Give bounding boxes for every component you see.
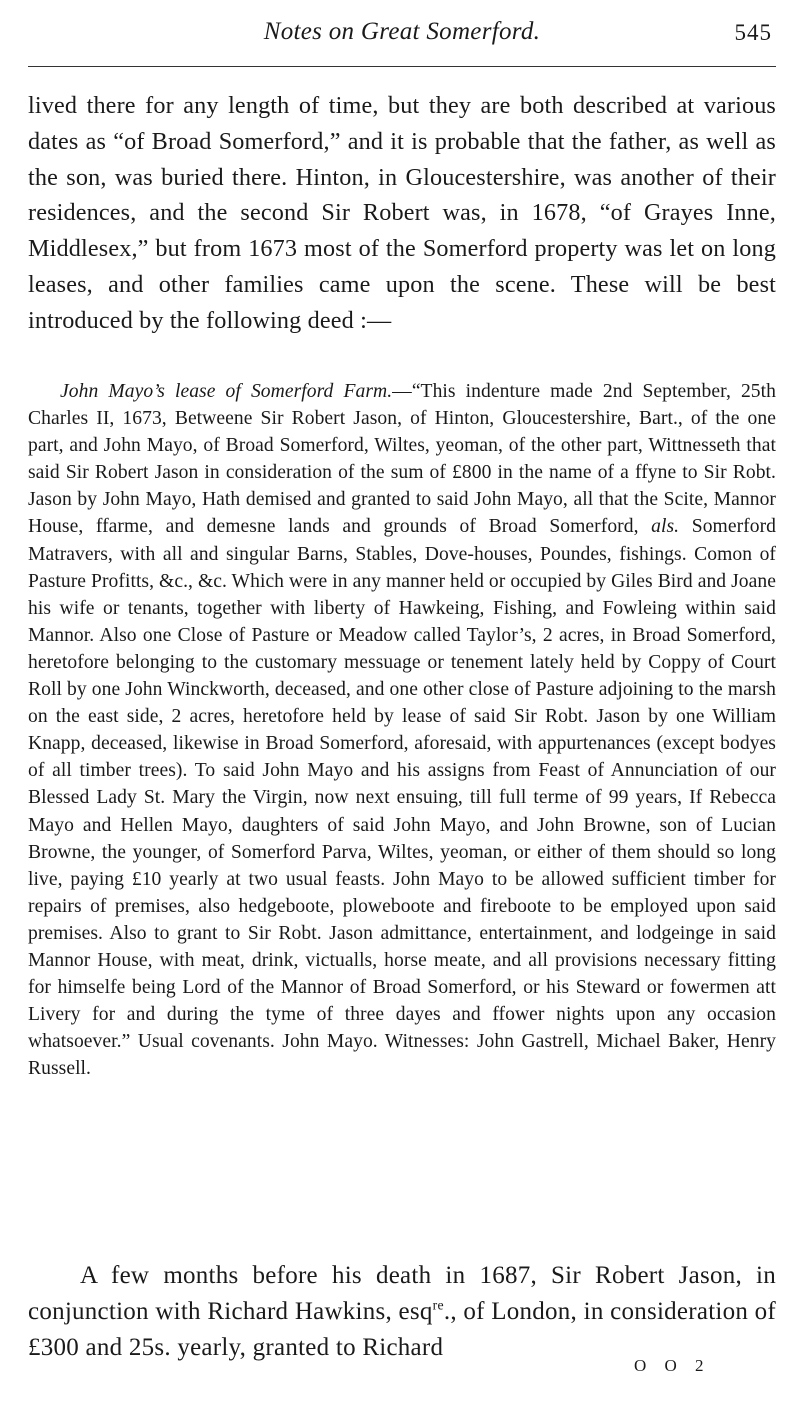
closing-superscript: re: [432, 1297, 444, 1313]
page-number: 545: [734, 20, 772, 45]
deed-text-part2: Somerford Matravers, with all and singular Barns, Stables, Dove-houses, Poundes, fishings. Comon of Pasture Profitts, &c., &c. Which were in any manner held or occupied by Giles Bird and Joane his wife or tenants, together with liberty of Hawkeing, Fishing, and Fowleing within said Mannor. Also one Close of Pasture or Meadow called Taylor’s, 2 acres, in Broad Somerford, heretofore belonging to the customary messuage or tenement lately held by Coppy of Court Roll by one John Winckworth, deceased, and one other close of Pasture adjoining to the marsh on the east side, 2 acres, heretofore held by lease of said Sir Robt. Jason by one William Knapp, deceased, likewise in Broad Somerford, aforesaid, with appurtenances (except bodyes of all timber trees). To said John Mayo and his assigns from Feast of Annunciation of our Blessed Lady St. Mary the Virgin, now next ensuing, till full terme of 99 years, If Rebecca Mayo and Hellen Mayo, daughters of said John Mayo, and John Browne, son of Lucian Browne, the younger, of Somerford Parva, Wiltes, yeoman, or either of them should so long live, paying £10 yearly at two usual feasts. John Mayo to be allowed sufficient timber for repairs of premises, also hedgeboote, ploweboote and fireboote to be employed upon said premises. Also to grant to Sir Robt. Jason admittance, entertainment, and lodgeinge in said Mannor House, with meat, drink, victualls, horse meate, and all provisions necessary fitting for himselfe being Lord of the Mannor of Broad Somerford, or his Steward or fowermen att Livery for and during the tyme of three dayes and ffower nights upon any occasion whatsoever.” Usual covenants. John Mayo. Witnesses: John Gastrell, Michael Baker, Henry Russell.: [28, 516, 776, 1080]
book-page: [28, 0, 776, 1408]
running-head: [28, 16, 776, 50]
header-rule: [28, 66, 776, 67]
deed-als: als.: [651, 516, 680, 538]
paragraph-closing: [28, 1258, 776, 1366]
deed-dash: —: [392, 381, 412, 402]
running-title: Notes on Great Somerford.: [263, 18, 541, 45]
paragraph-intro-text: lived there for any length of time, but they are both described at various dates as “of Broad Somerford,” and it is probable that the father, as well as the son, was buried there. Hinton, in Gloucestershire, was another of their residences, and the second Sir Robert was, in 1678, “of Grayes Inne, Middlesex,” but from 1673 most of the Somerford property was let on long leases, and other families came upon the scene. These will be best introduced by the following deed :—: [28, 92, 776, 334]
signature-mark: O O 2: [634, 1356, 711, 1375]
closing-text-b: ., of London, in consideration of £300 and 25s. yearly, granted to Richard: [28, 1298, 776, 1361]
paragraph-intro: [28, 88, 776, 339]
closing-text-a: A few months before his death in 1687, Sir Robert Jason, in conjunction with Richard Hawkins, esq: [28, 1262, 776, 1325]
deed-quotation: [28, 378, 776, 1082]
deed-text-part1: “This indenture made 2nd September, 25th Charles II, 1673, Betweene Sir Robert Jason, of Hinton, Gloucestershire, Bart., of the one part, and John Mayo, of Broad Somerford, Wiltes, yeoman, of the other part, Wittnesseth that said Sir Robert Jason in consideration of the sum of £800 in the name of a ffyne to Sir Robt. Jason by John Mayo, Hath demised and granted to said John Mayo, all that the Scite, Mannor House, ffarme, and demesne lands and grounds of Broad Somerford,: [28, 381, 776, 538]
deed-title: John Mayo’s lease of Somerford Farm.: [60, 381, 393, 402]
